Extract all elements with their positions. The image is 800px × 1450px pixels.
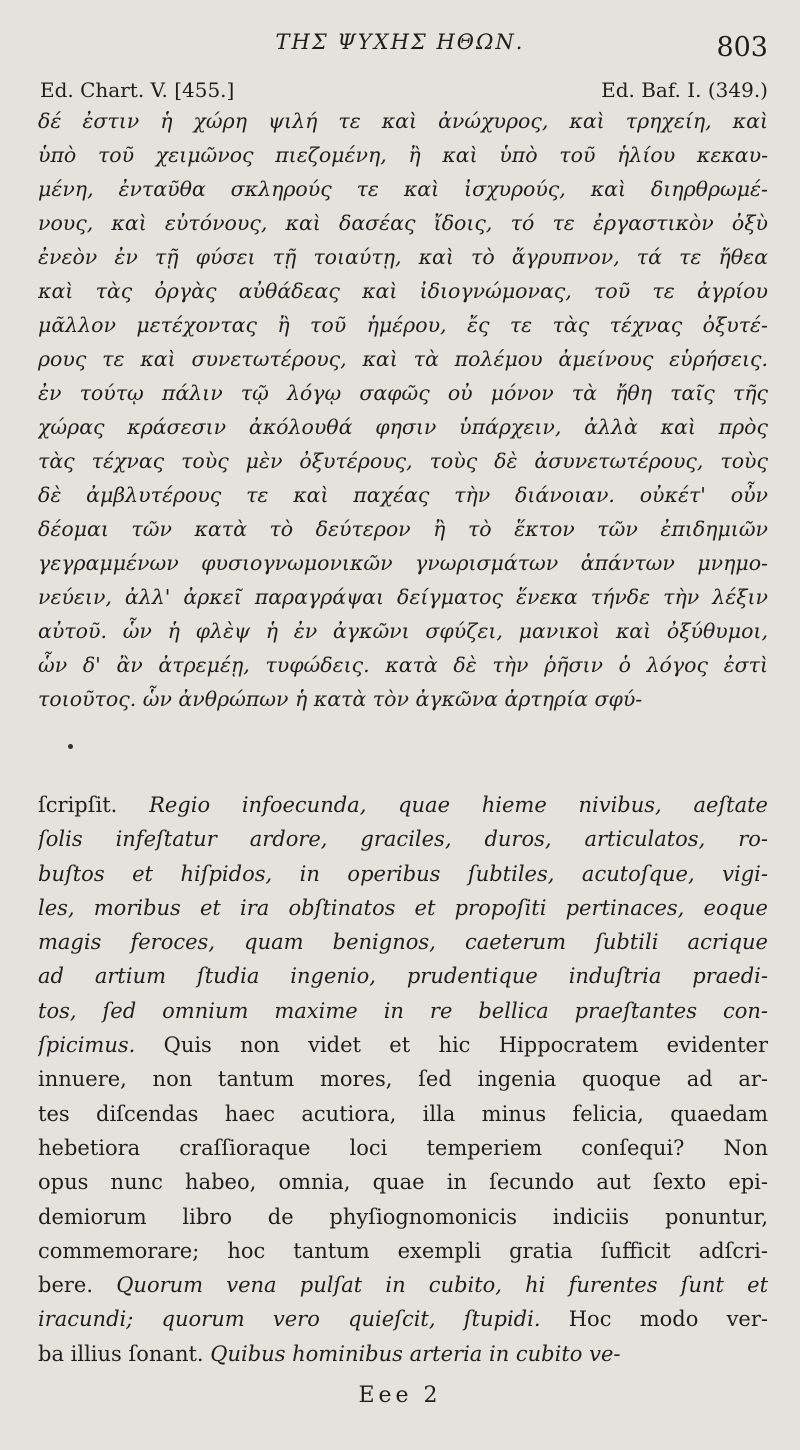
latin-line [38, 925, 768, 959]
greek-line: δὲ ἀμβλυτέρους τε καὶ παχέας τὴν διάνοιαν. οὐκέτ' οὖν [38, 483, 768, 507]
latin-line [38, 1337, 768, 1371]
latin-line [38, 1268, 768, 1302]
roman-text: ſcripſit. [38, 793, 150, 817]
roman-text: Quis non videt et hic Hippocratem evidenter [135, 1033, 768, 1058]
italic-text: Quorum vena pulſat in cubito, hi furentes ſunt et [116, 1273, 768, 1298]
greek-line: μᾶλλον μετέχοντας ἢ τοῦ ἡμέρου, ἔς τε τὰς τέχνας ὀξυτέ- [38, 313, 768, 337]
signature-mark: Eee 2 [358, 1383, 442, 1408]
latin-line [38, 1234, 768, 1268]
greek-line: ὧν δ' ἂν ἀτρεμέῃ, τυφώδεις. κατὰ δὲ τὴν ῥῆσιν ὁ λόγος ἐστὶ [38, 653, 768, 677]
edition-chart-ref: Ed. Chart. V. [455.] [40, 78, 235, 102]
greek-line: μένη, ἐνταῦθα σκληρούς τε καὶ ἰσχυρούς, καὶ διηρθρωμέ- [38, 177, 768, 201]
running-title: ΤΗΣ ΨΥΧΗΣ ΗΘΩΝ. [275, 30, 525, 54]
roman-text: innuere, non tantum mores, ſed ingenia quoque ad ar- [38, 1067, 768, 1092]
latin-line [38, 1062, 768, 1096]
greek-line: χώρας κράσεσιν ἀκόλουθά φησιν ὑπάρχειν, ἀλλὰ καὶ πρὸς [38, 415, 768, 439]
latin-line [38, 891, 768, 925]
italic-text: Regio infoecunda, quae hieme nivibus, aeſtate [149, 793, 768, 817]
latin-translation-block [38, 788, 768, 1371]
greek-line: νεύειν, ἀλλ' ἀρκεῖ παραγράψαι δείγματος ἕνεκα τήνδε τὴν λέξιν [38, 585, 768, 609]
greek-line: αὐτοῦ. ὧν ἡ φλὲψ ἡ ἐν ἀγκῶνι σφύζει, μανικοὶ καὶ ὀξύθυμοι, [38, 619, 768, 643]
roman-text: opus nunc habeo, omnia, quae in ſecundo aut ſexto epi- [38, 1170, 768, 1195]
latin-line [38, 959, 768, 993]
greek-line: δέομαι τῶν κατὰ τὸ δεύτερον ἢ τὸ ἕκτον τῶν ἐπιδημιῶν [38, 517, 768, 541]
latin-line [38, 1302, 768, 1336]
italic-text: tos, ſed omnium maxime in re bellica praeſtantes con- [38, 998, 768, 1023]
running-head [0, 30, 800, 63]
greek-line: καὶ τὰς ὀργὰς αὐθάδεας καὶ ἰδιογνώμονας, τοῦ τε ἀγρίου [38, 279, 768, 303]
greek-text-block [38, 104, 768, 716]
latin-line [38, 788, 768, 822]
greek-line: ἐνεὸν ἐν τῇ φύσει τῇ τοιαύτῃ, καὶ τὸ ἄγρυπνον, τά τε ἤθεα [38, 245, 768, 269]
edition-basel-ref: Ed. Baf. I. (349.) [601, 78, 768, 102]
latin-line [38, 1097, 768, 1131]
latin-line [38, 1028, 768, 1062]
italic-text: ſolis infeſtatur ardore, graciles, duros, articulatos, ro- [38, 827, 768, 852]
roman-text: bere. [38, 1273, 117, 1298]
italic-text: buſtos et hiſpidos, in operibus ſubtiles, acutoſque, vigi- [38, 861, 768, 886]
italic-text: Quibus hominibus arteria in cubito ve- [210, 1341, 621, 1366]
greek-line: δέ ἐστιν ἡ χώρη ψιλή τε καὶ ἀνώχυρος, καὶ τρηχείη, καὶ [38, 109, 768, 133]
italic-text: iracundi; quorum vero quieſcit, ſtupidi. [38, 1307, 541, 1332]
italic-text: ſpicimus. [38, 1033, 136, 1058]
edition-references [40, 78, 768, 104]
latin-line [38, 994, 768, 1028]
roman-text: Hoc modo ver- [540, 1307, 768, 1332]
italic-text: magis feroces, quam benignos, caeterum ſubtili acrique [38, 930, 768, 955]
italic-text: ad artium ſtudia ingenio, prudentique induſtria praedi- [38, 964, 768, 989]
italic-text: les, moribus et ira obſtinatos et propoſiti pertinaces, eoque [38, 895, 768, 920]
greek-line: τὰς τέχνας τοὺς μὲν ὀξυτέρους, τοὺς δὲ ἀσυνετωτέρους, τοὺς [38, 449, 768, 473]
greek-line: γεγραμμένων φυσιογνωμονικῶν γνωρισμάτων ἁπάντων μνημο- [38, 551, 768, 575]
greek-line: ρους τε καὶ συνετωτέρους, καὶ τὰ πολέμου ἀμείνους εὑρήσεις. [38, 347, 768, 371]
roman-text: hebetiora craſſioraque loci temperiem conſequi? Non [38, 1135, 768, 1160]
roman-text: demiorum libro de phyſiognomonicis indiciis ponuntur, [38, 1204, 768, 1229]
roman-text: ba illius ſonant. [38, 1341, 211, 1366]
greek-line: νους, καὶ εὐτόνους, καὶ δασέας ἴδοις, τό τε ἐργαστικὸν ὀξὺ [38, 211, 768, 235]
page-number: 803 [716, 32, 768, 63]
latin-line [38, 857, 768, 891]
latin-line [38, 1165, 768, 1199]
latin-line [38, 1131, 768, 1165]
greek-line: τοιοῦτος. ὧν ἀνθρώπων ἡ κατὰ τὸν ἀγκῶνα ἀρτηρία σφύ- [38, 687, 643, 711]
roman-text: commemorare; hoc tantum exempli gratia ſufficit adſcri- [38, 1238, 768, 1263]
greek-line: ὑπὸ τοῦ χειμῶνος πιεζομένη, ἢ καὶ ὑπὸ τοῦ ἡλίου κεκαυ- [38, 143, 768, 167]
latin-line [38, 1200, 768, 1234]
greek-line: ἐν τούτῳ πάλιν τῷ λόγῳ σαφῶς οὐ μόνον τὰ ἤθη ταῖς τῆς [38, 381, 768, 405]
latin-line [38, 822, 768, 856]
roman-text: tes diſcendas haec acutiora, illa minus felicia, quaedam [38, 1101, 768, 1126]
ink-dot [68, 744, 73, 749]
